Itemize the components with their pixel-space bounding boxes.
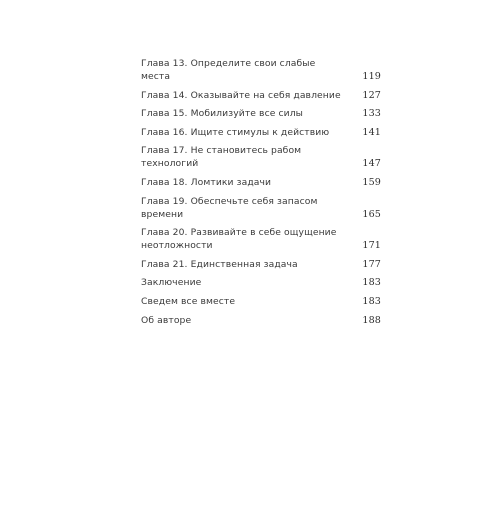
toc-entry [141,226,381,252]
toc-entry-page: 165 [362,208,381,220]
toc-entry-title: Об авторе [141,314,192,326]
toc-entry-title: Глава 17. Не становитесь рабом технологий [141,145,302,170]
toc-entry-title: Заключение [141,277,202,289]
toc-entry-page: 159 [362,176,381,188]
toc-entry-page: 141 [362,126,381,138]
toc-entry-page: 177 [362,258,381,270]
toc-entry [141,176,381,189]
toc-entry [141,295,381,308]
toc-entry [141,89,381,102]
toc-entry-page: 183 [362,277,381,289]
toc-entry-title: Глава 20. Развивайте в себе ощущение неотложности [141,227,337,252]
toc-entry-page: 127 [362,89,381,101]
toc-entry-title: Глава 13. Определите свои слабые места [141,58,316,82]
toc-entry-title: Глава 15. Мобилизуйте все силы [141,108,304,120]
toc-entry-page: 119 [362,71,381,82]
table-of-contents [141,57,381,332]
toc-entry-title: Глава 14. Оказывайте на себя давление [141,89,341,101]
toc-entry-page: 188 [362,314,381,326]
toc-entry-page: 147 [362,158,381,170]
toc-entry [141,258,381,271]
toc-entry [141,195,381,221]
toc-entry [141,276,381,289]
toc-entry-page: 183 [362,295,381,307]
toc-entry [141,314,381,327]
toc-entry-title: Сведем все вместе [141,295,236,307]
toc-entry-title: Глава 18. Ломтики задачи [141,176,272,188]
toc-entry-page: 133 [362,108,381,120]
toc-entry [141,126,381,139]
toc-entry [141,57,381,83]
toc-entry-title: Глава 16. Ищите стимулы к действию [141,126,330,138]
toc-entry-page: 171 [362,240,381,252]
toc-entry-title: Глава 21. Единственная задача [141,258,298,270]
toc-entry-title: Глава 19. Обеспечьте себя запасом времени [141,195,318,220]
toc-entry [141,107,381,120]
toc-entry [141,144,381,170]
